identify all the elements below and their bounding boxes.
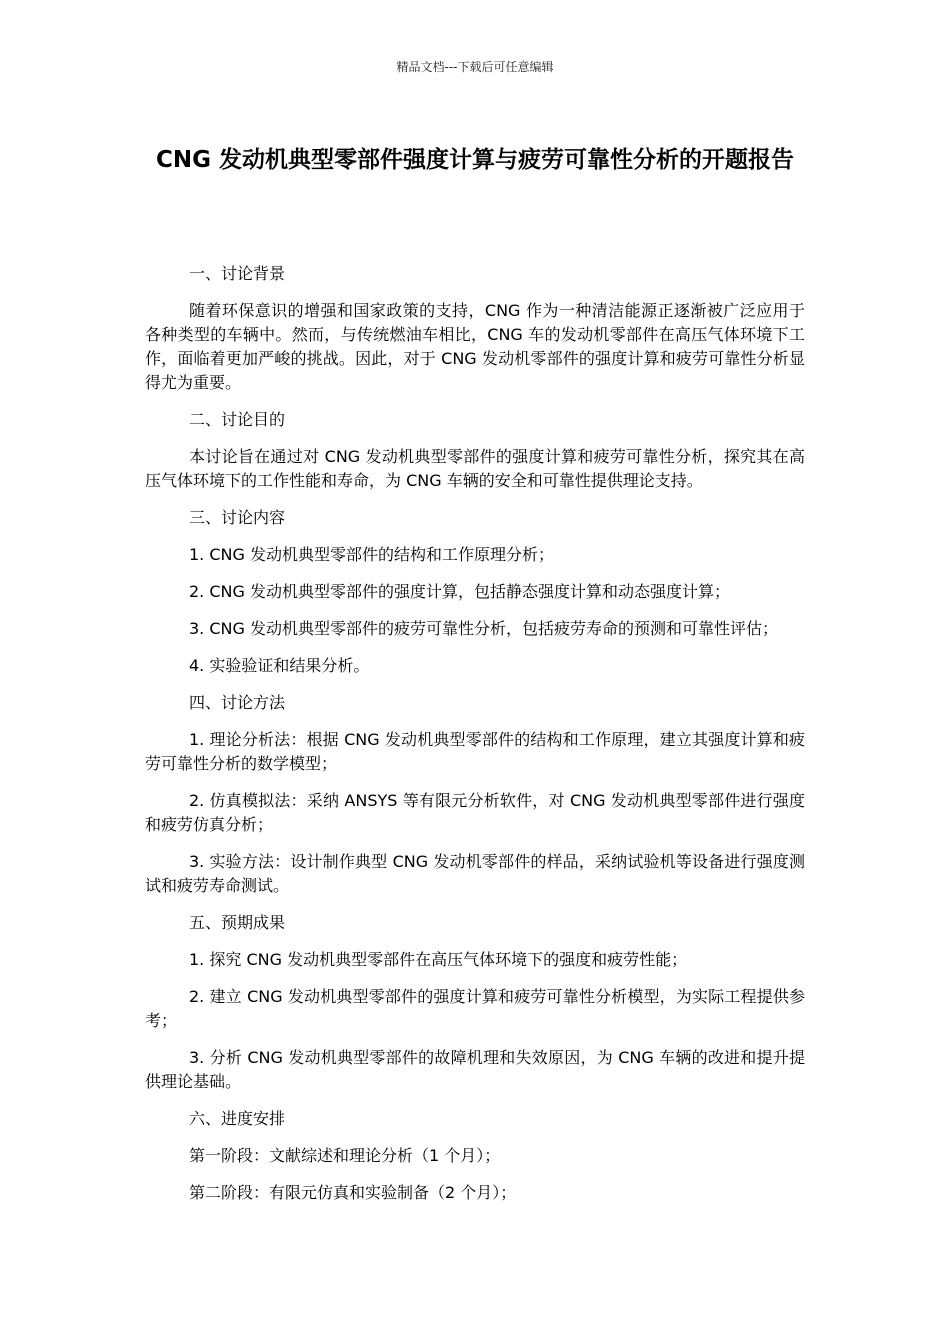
content-item: 1. CNG 发动机典型零部件的结构和工作原理分析； (189, 545, 554, 564)
document-body (145, 262, 805, 1218)
section-heading-background: 一、讨论背景 (189, 264, 286, 283)
result-item: 3. 分析 CNG 发动机典型零部件的故障机理和失效原因，为 CNG 车辆的改进和提升提供理论基础。 (145, 1048, 805, 1091)
schedule-item: 第一阶段：文献综述和理论分析（1 个月）； (189, 1146, 501, 1165)
content-item: 3. CNG 发动机典型零部件的疲劳可靠性分析，包括疲劳寿命的预测和可靠性评估； (189, 619, 778, 638)
method-item: 2. 仿真模拟法：采纳 ANSYS 等有限元分析软件，对 CNG 发动机典型零部件进行强度和疲劳仿真分析； (145, 791, 805, 834)
content-item: 4. 实验验证和结果分析。 (189, 656, 370, 675)
content-item: 2. CNG 发动机典型零部件的强度计算，包括静态强度计算和动态强度计算； (189, 582, 730, 601)
document-title: CNG 发动机典型零部件强度计算与疲劳可靠性分析的开题报告 (155, 147, 794, 173)
page-header: 精品文档---下载后可任意编辑 (396, 60, 554, 74)
method-item: 1. 理论分析法：根据 CNG 发动机典型零部件的结构和工作原理，建立其强度计算和疲劳可靠性分析的数学模型； (145, 730, 805, 773)
schedule-item: 第二阶段：有限元仿真和实验制备（2 个月）； (189, 1183, 517, 1202)
section-heading-methods: 四、讨论方法 (189, 693, 286, 712)
section-heading-results: 五、预期成果 (189, 913, 286, 932)
method-item: 3. 实验方法：设计制作典型 CNG 发动机零部件的样品，采纳试验机等设备进行强度测试和疲劳寿命测试。 (145, 852, 805, 895)
paragraph-background: 随着环保意识的增强和国家政策的支持，CNG 作为一种清洁能源正逐渐被广泛应用于各种类型的车辆中。然而，与传统燃油车相比，CNG 车的发动机零部件在高压气体环境下工作，面临着更加严峻的挑战。因此，对于 CNG 发动机零部件的强度计算和疲劳可靠性分析显得尤为重要。 (145, 301, 805, 392)
result-item: 1. 探究 CNG 发动机典型零部件在高压气体环境下的强度和疲劳性能； (189, 950, 688, 969)
result-item: 2. 建立 CNG 发动机典型零部件的强度计算和疲劳可靠性分析模型，为实际工程提供参考； (145, 987, 805, 1030)
section-heading-purpose: 二、讨论目的 (189, 410, 286, 429)
section-heading-schedule: 六、进度安排 (189, 1109, 286, 1128)
paragraph-purpose: 本讨论旨在通过对 CNG 发动机典型零部件的强度计算和疲劳可靠性分析，探究其在高压气体环境下的工作性能和寿命，为 CNG 车辆的安全和可靠性提供理论支持。 (145, 447, 805, 490)
section-heading-content: 三、讨论内容 (189, 508, 286, 527)
